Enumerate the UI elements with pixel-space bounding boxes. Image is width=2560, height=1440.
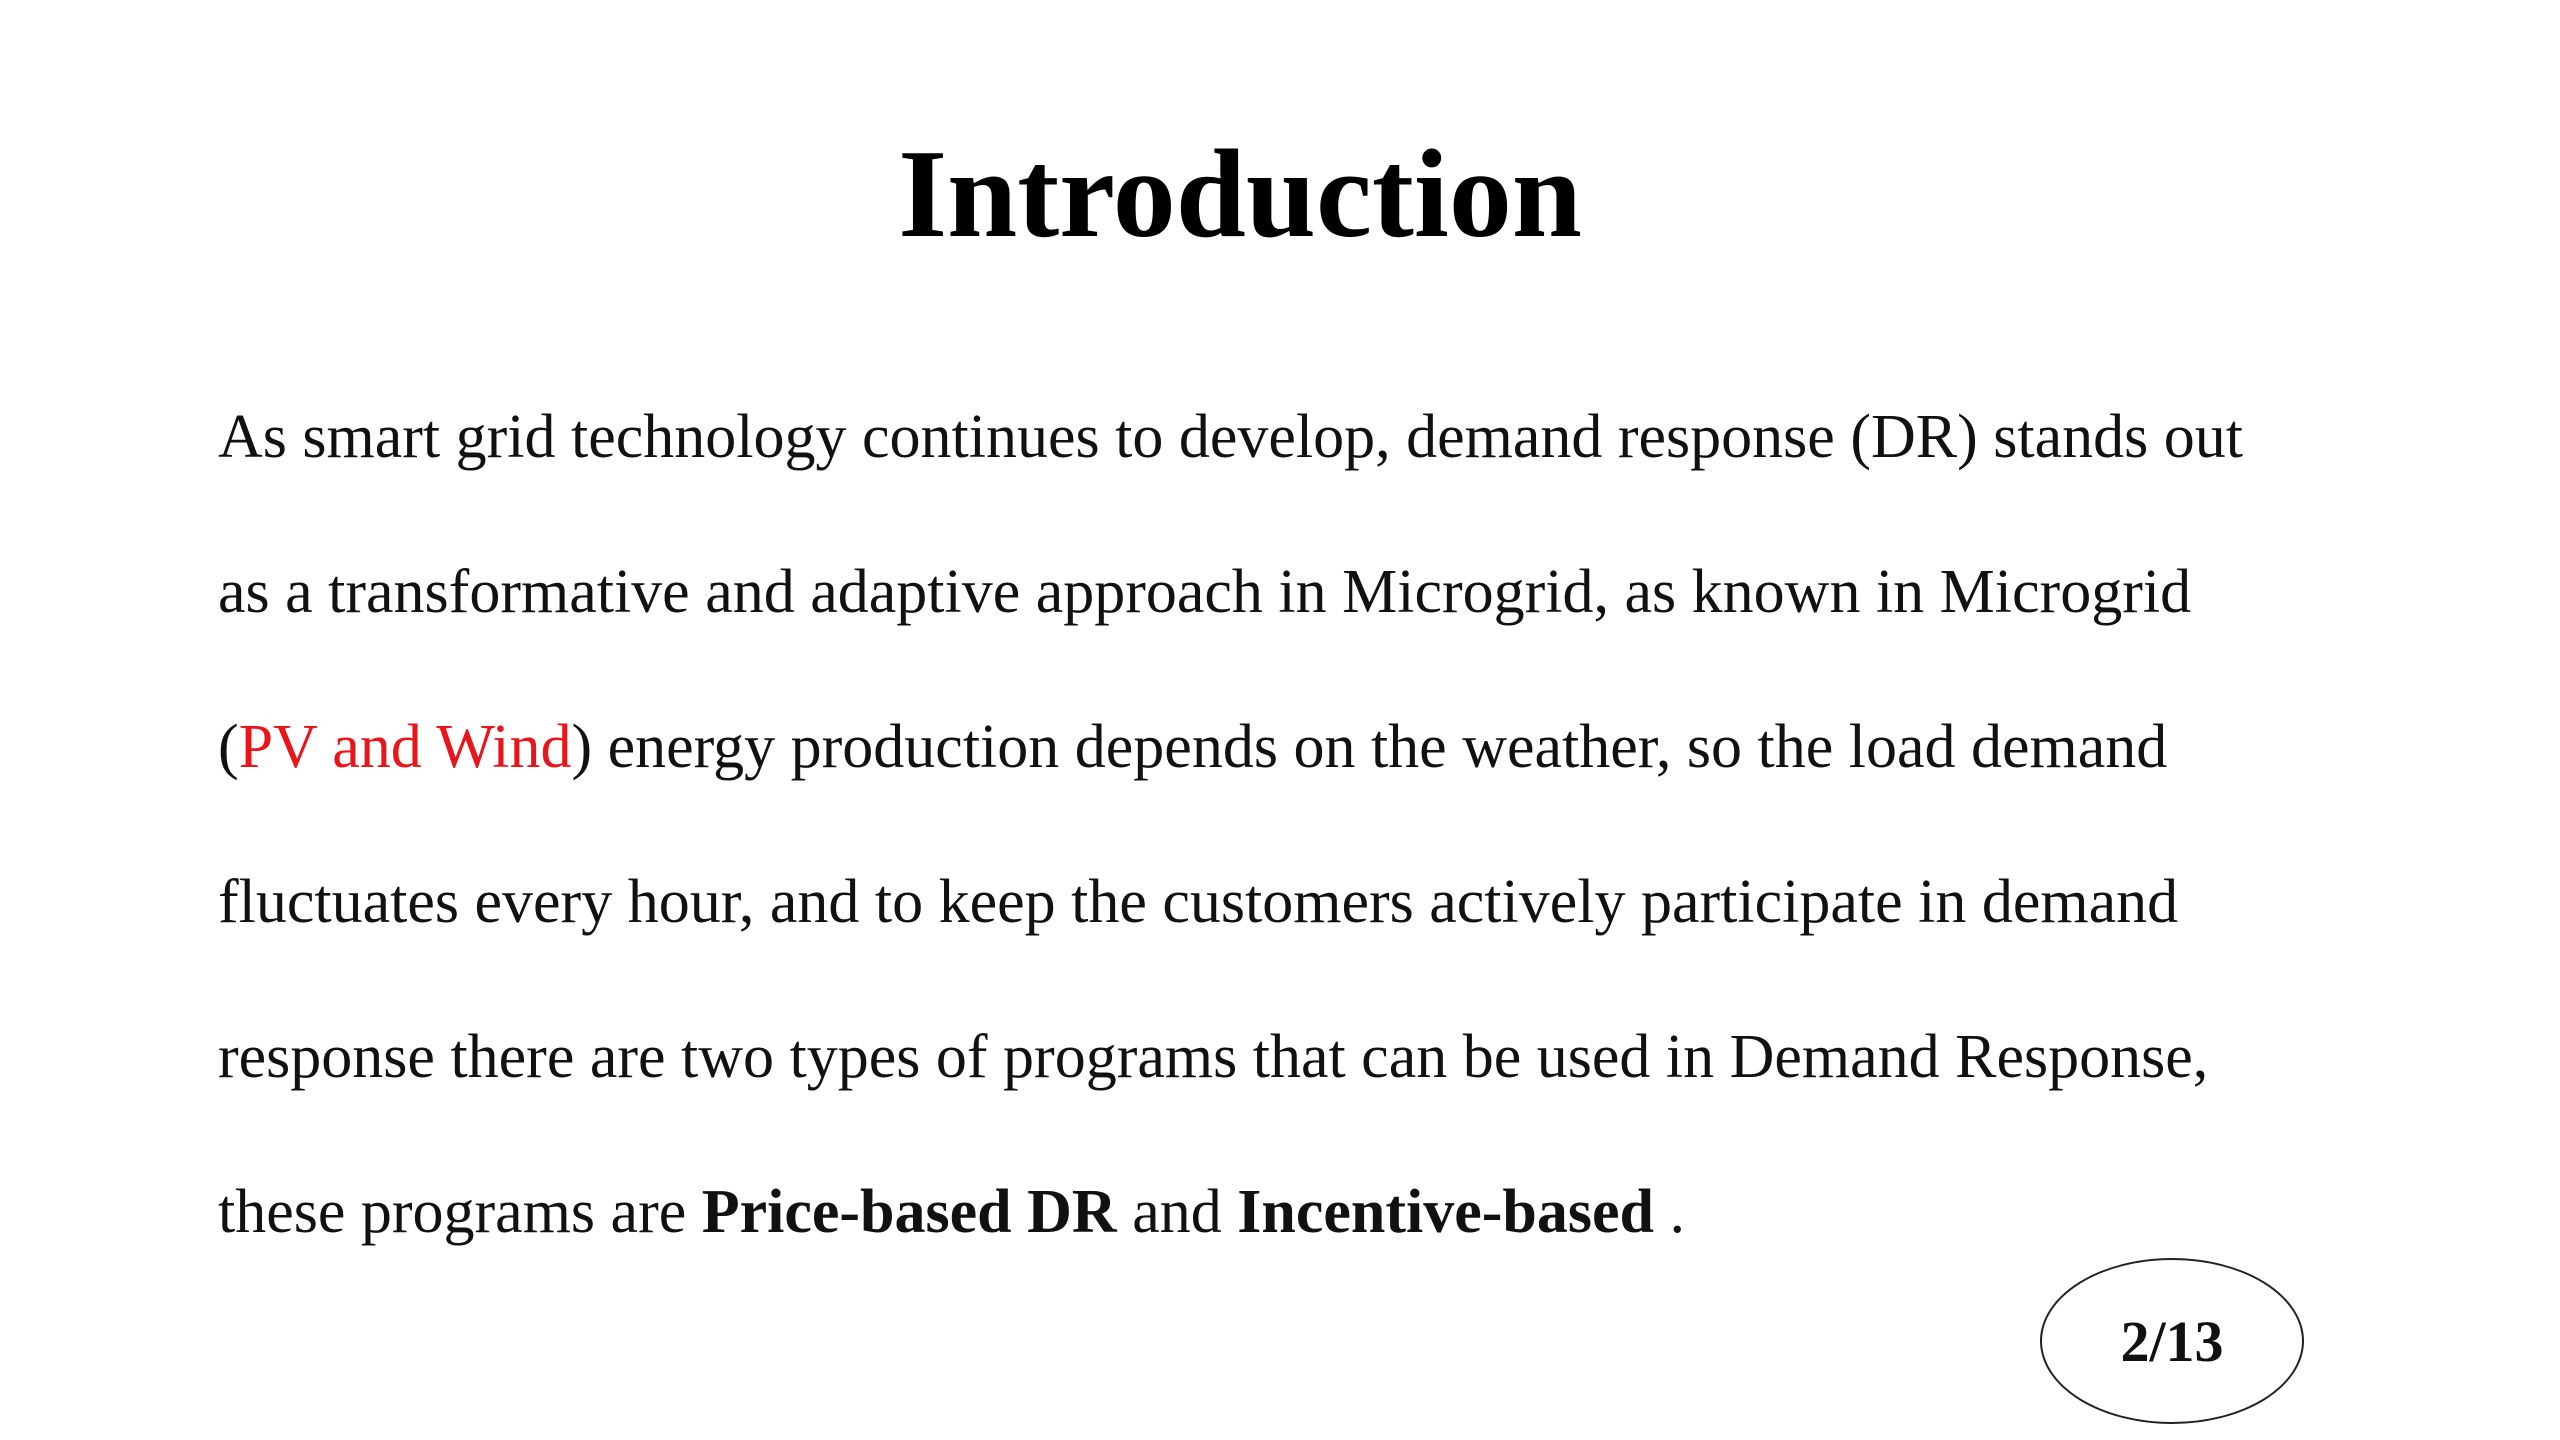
incentive-based: Incentive-based (1237, 1178, 1655, 1246)
slide-title: Introduction (898, 125, 1582, 264)
page-number-badge (2040, 1258, 2304, 1424)
page-number: 2/13 (2120, 1308, 2224, 1374)
line-6-prefix: these programs are (218, 1178, 702, 1246)
intro-paragraph (218, 360, 2418, 1290)
line-6-mid: and (1116, 1178, 1238, 1246)
paragraph-line-6 (218, 1135, 2418, 1290)
paragraph-line-2: as a transformative and adaptive approach in Microgrid, as known in Microgrid (218, 558, 2192, 626)
paragraph-line-1: As smart grid technology continues to develop, demand response (DR) stands out (218, 403, 2243, 471)
line-6-end: . (1654, 1178, 1686, 1246)
open-paren: ( (218, 713, 239, 781)
paragraph-line-4: fluctuates every hour, and to keep the customers actively participate in demand (218, 868, 2179, 936)
highlight-pv-wind: PV and Wind (238, 713, 572, 781)
line-3-rest: ) energy production depends on the weather, so the load demand (571, 713, 2168, 781)
paragraph-line-5: response there are two types of programs that can be used in Demand Response, (218, 1023, 2209, 1091)
price-based-dr: Price-based DR (701, 1178, 1117, 1246)
paragraph-line-3 (218, 670, 2418, 825)
